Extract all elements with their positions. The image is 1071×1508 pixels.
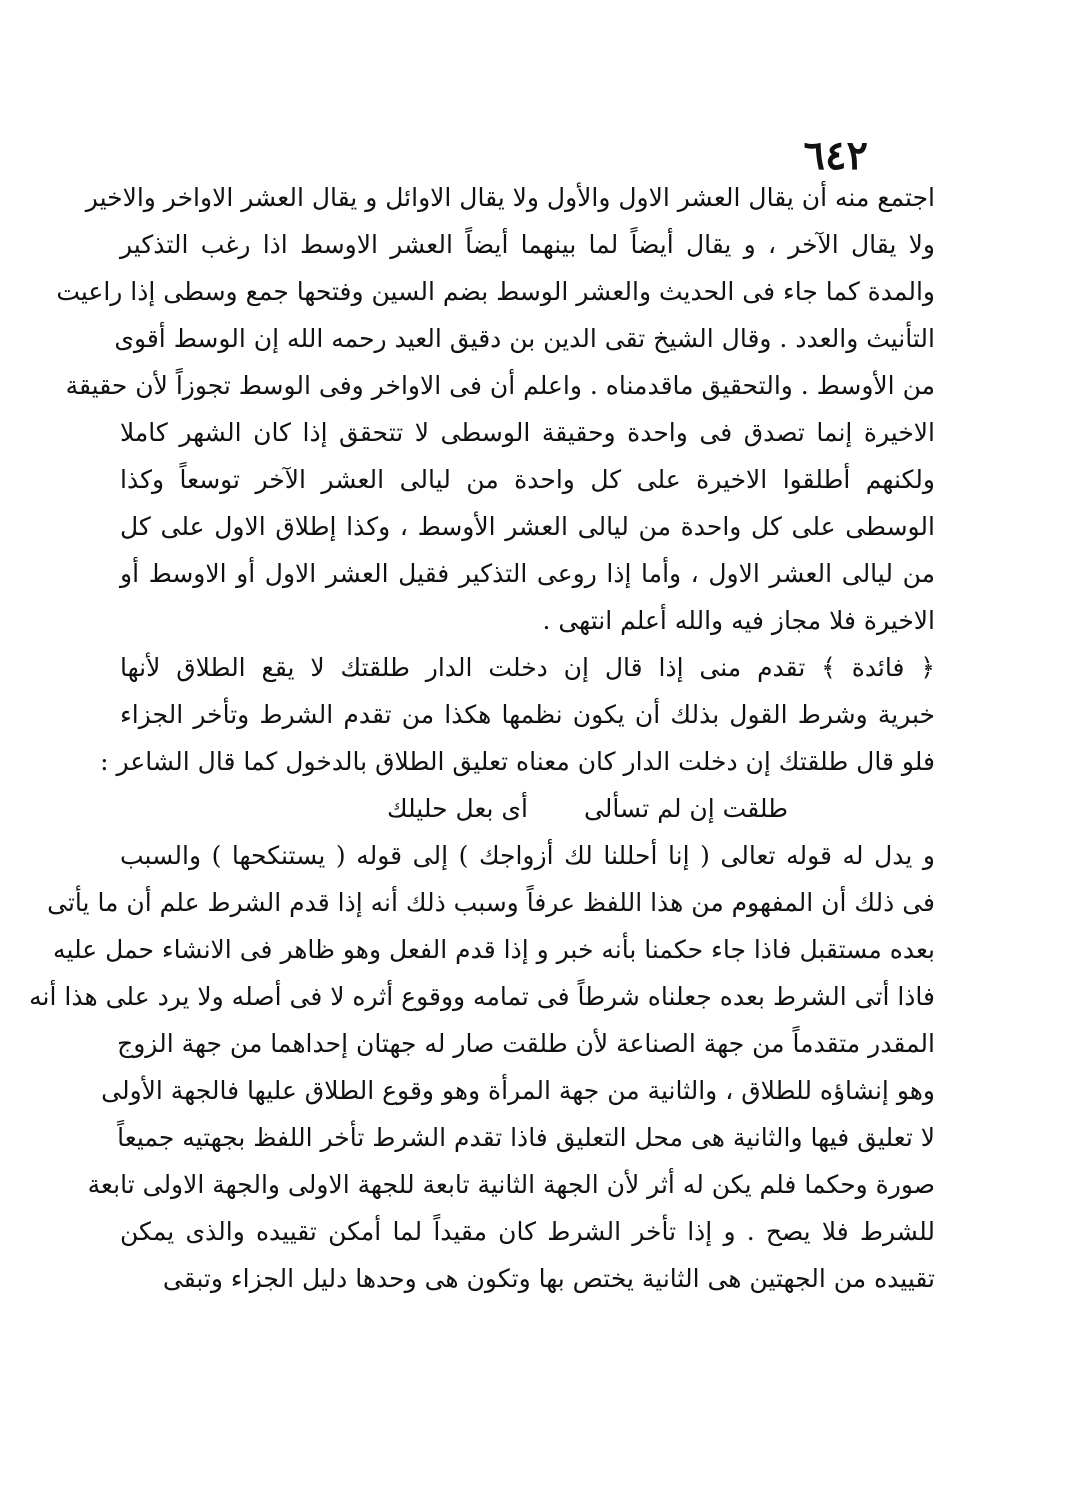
- verse-second-hemistich: أى بعل حليلك: [386, 794, 528, 823]
- poetry-verse: [120, 785, 935, 832]
- text-line: من ليالى العشر الاول ، وأما إذا روعى التذكير فقيل العشر الاول أو الاوسط أو: [120, 559, 935, 588]
- text-line: لا تعليق فيها والثانية هى محل التعليق فاذا تقدم الشرط تأخر اللفظ بجهتيه جميعاً: [117, 1123, 935, 1152]
- text-line: الوسطى على كل واحدة من ليالى العشر الأوسط ، وكذا إطلاق الاول على كل: [120, 512, 935, 541]
- verse-first-hemistich: طلقت إن لم تسألى: [583, 794, 789, 823]
- text-line: من الأوسط . والتحقيق ماقدمناه . واعلم أن فى الاواخر وفى الوسط تجوزاً لأن حقيقة: [65, 371, 935, 400]
- text-line: بعده مستقبل فاذا جاء حكمنا بأنه خبر و إذا قدم الفعل وهو ظاهر فى الانشاء حمل عليه: [53, 935, 935, 964]
- text-line: فى ذلك أن المفهوم من هذا اللفظ عرفاً وسبب ذلك أنه إذا قدم الشرط علم أن ما يأتى: [47, 888, 935, 917]
- text-line: ولا يقال الآخر ، و يقال أيضاً لما بينهما أيضاً العشر الاوسط اذا رغب التذكير: [120, 230, 935, 259]
- text-line: التأنيث والعدد . وقال الشيخ تقى الدين بن دقيق العيد رحمه الله إن الوسط أقوى: [114, 324, 935, 353]
- page-number: ٦٤٢: [803, 132, 868, 179]
- text-line: والمدة كما جاء فى الحديث والعشر الوسط بضم السين وفتحها جمع وسطى إذا راعيت: [56, 277, 935, 306]
- text-line: ﴿ فائدة ﴾ تقدم منى إذا قال إن دخلت الدار طلقتك لا يقع الطلاق لأنها: [120, 653, 935, 682]
- text-line: الاخيرة فلا مجاز فيه والله أعلم انتهى .: [542, 606, 935, 635]
- text-line: المقدر متقدماً من جهة الصناعة لأن طلقت صار له جهتان إحداهما من جهة الزوج: [117, 1029, 935, 1058]
- body-text: [29, 174, 935, 1302]
- text-line: خبرية وشرط القول بذلك أن يكون نظمها هكذا من تقدم الشرط وتأخر الجزاء: [120, 700, 935, 729]
- text-line: للشرط فلا يصح . و إذا تأخر الشرط كان مقيداً لما أمكن تقييده والذى يمكن: [120, 1217, 935, 1246]
- text-line: ولكنهم أطلقوا الاخيرة على كل واحدة من ليالى العشر الآخر توسعاً وكذا: [120, 465, 935, 494]
- text-line: فلو قال طلقتك إن دخلت الدار كان معناه تعليق الطلاق بالدخول كما قال الشاعر :: [100, 747, 935, 776]
- text-line: فاذا أتى الشرط بعده جعلناه شرطاً فى تمامه ووقوع أثره لا فى أصله ولا يرد على هذا أنه: [29, 982, 935, 1011]
- text-line: اجتمع منه أن يقال العشر الاول والأول ولا يقال الاوائل و يقال العشر الاواخر والاخير: [85, 183, 935, 212]
- text-line: وهو إنشاؤه للطلاق ، والثانية من جهة المرأة وهو وقوع الطلاق عليها فالجهة الأولى: [101, 1076, 935, 1105]
- text-line: تقييده من الجهتين هى الثانية يختص بها وتكون هى وحدها دليل الجزاء وتبقى: [162, 1264, 935, 1293]
- text-line: صورة وحكما فلم يكن له أثر لأن الجهة الثانية تابعة للجهة الاولى والجهة الاولى تابعة: [87, 1170, 935, 1199]
- text-line: و يدل له قوله تعالى ( إنا أحللنا لك أزواجك ) إلى قوله ( يستنكحها ) والسبب: [120, 841, 935, 870]
- text-line: الاخيرة إنما تصدق فى واحدة وحقيقة الوسطى لا تتحقق إذا كان الشهر كاملا: [120, 418, 935, 447]
